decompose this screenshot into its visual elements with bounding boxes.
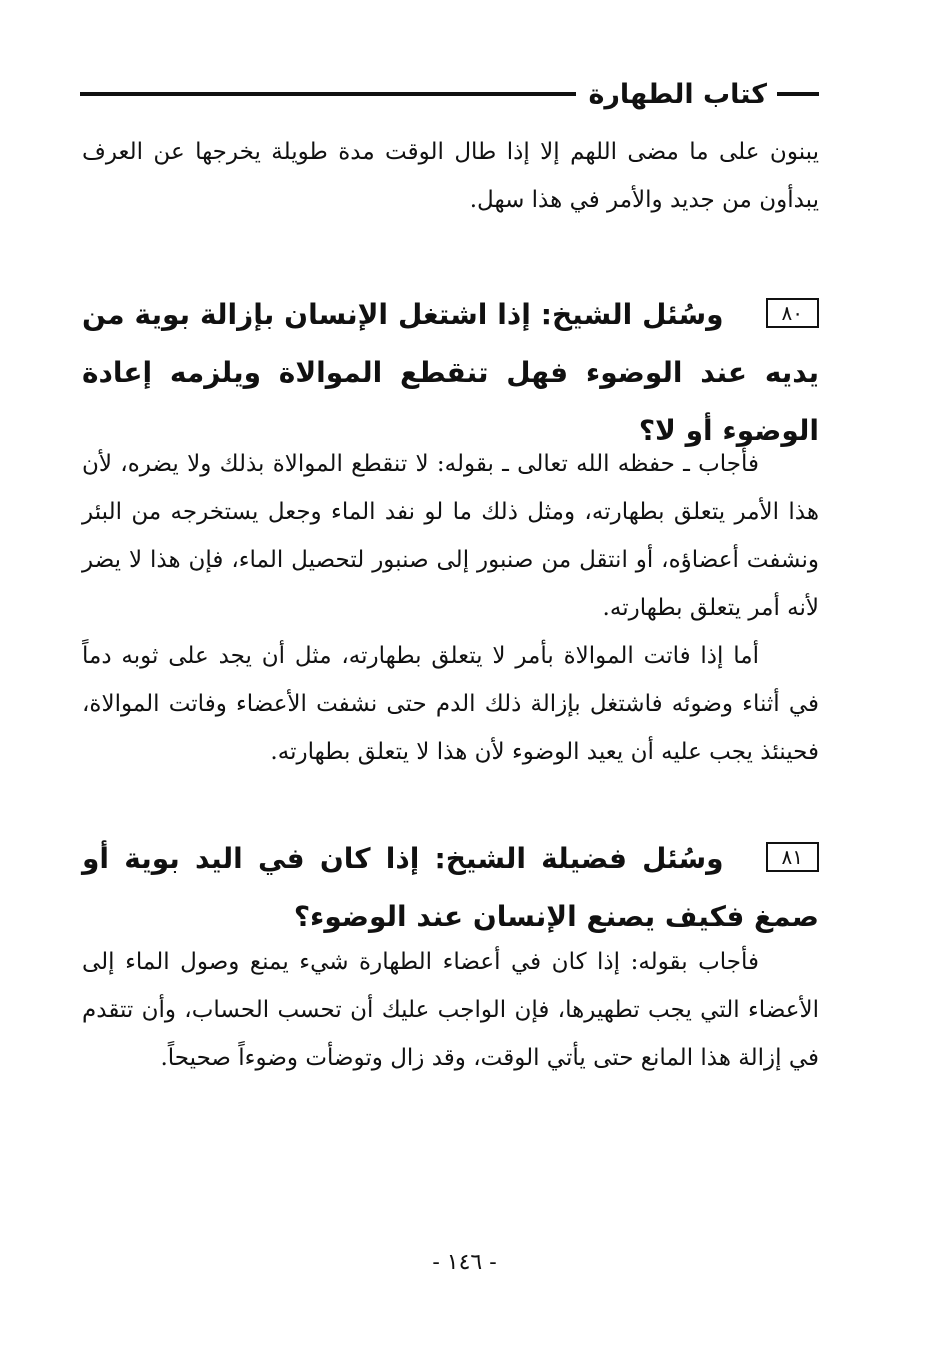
answer-80-block [82,440,819,776]
chapter-title: كتاب الطهارة [588,78,767,110]
question-80 [82,286,819,460]
intro-paragraph-block [82,128,819,224]
question-80-text: وسُئل الشيخ: إذا اشتغل الإنسان بإزالة بوية من يديه عند الوضوء فهل تنقطع الموالاة ويلزمه إعادة الوضوء أو لا؟ [82,298,819,447]
intro-paragraph: يبنون على ما مضى اللهم إلا إذا طال الوقت مدة طويلة يخرجها عن العرف يبدأون من جديد والأمر في هذا سهل. [82,139,819,213]
header-rule [80,92,576,96]
header-dash [777,92,819,96]
question-number-80: ٨٠ [766,298,819,328]
answer-80-paragraph-2: أما إذا فاتت الموالاة بأمر لا يتعلق بطهارته، مثل أن يجد على ثوبه دماً في أثناء وضوئه فاشتغل بإزالة ذلك الدم حتى نشفت الأعضاء وفاتت الموالاة، فحينئذ يجب عليه أن يعيد الوضوء لأن هذا لا يتعلق بطهارته. [82,643,819,765]
question-81-text: وسُئل فضيلة الشيخ: إذا كان في اليد بوية أو صمغ فكيف يصنع الإنسان عند الوضوء؟ [82,842,819,933]
page-number: - ١٤٦ - [432,1250,497,1275]
running-header [80,74,819,114]
answer-81-paragraph: فأجاب بقوله: إذا كان في أعضاء الطهارة شيء يمنع وصول الماء إلى الأعضاء التي يجب تطهيرها، فإن الواجب عليك أن تحسب الحساب، وأن تتقدم في إزالة هذا المانع حتى يأتي الوقت، وقد زال وتوضأت وضوءاً صحيحاً. [82,949,819,1071]
question-81-block [82,830,819,946]
answer-80-paragraph-1: فأجاب ـ حفظه الله تعالى ـ بقوله: لا تنقطع الموالاة بذلك ولا يضره، لأن هذا الأمر يتعلق بطهارته، ومثل ذلك ما لو نفد الماء وجعل يستخرجه من البئر ونشفت أعضاؤه، أو انتقل من صنبور إلى صنبور لتحصيل الماء، فإن هذا لا يضر لأنه أمر يتعلق بطهارته. [82,451,819,621]
question-80-block [82,286,819,460]
question-number-81: ٨١ [766,842,819,872]
answer-81-block [82,938,819,1082]
question-81 [82,830,819,946]
